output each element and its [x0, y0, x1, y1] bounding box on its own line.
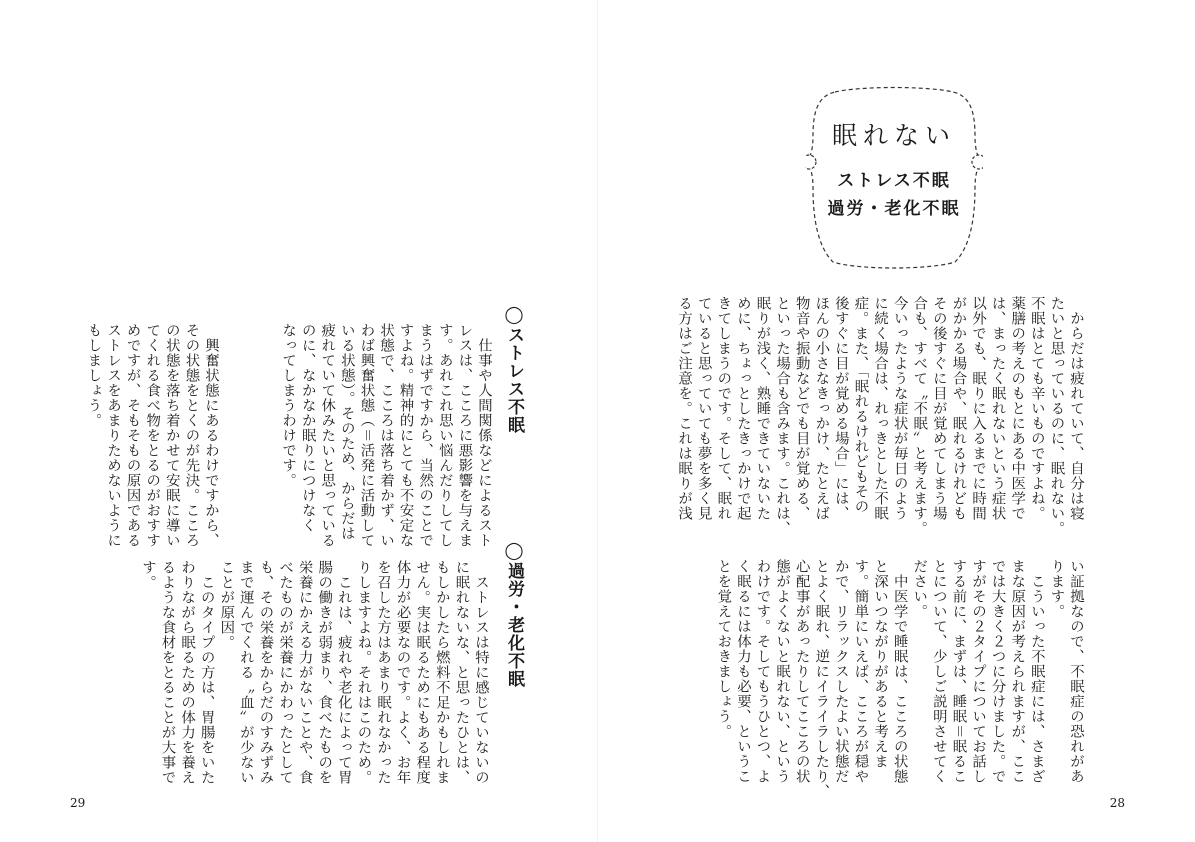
intro-lower-line: とを覚えておきましょう。 — [715, 559, 732, 739]
fatigue-aging-insomnia-body — [137, 560, 490, 785]
intro-upper-line: ていると思っていても夢を多く見 — [695, 296, 712, 521]
intro-upper-line: 合も、すべて〝不眠〟と考えます。 — [911, 296, 928, 536]
chapter-subtitle-fatigue: 過労・老化不眠 — [827, 199, 961, 219]
intro-lower-line: とよく眠れ、逆にイライラしたり、 — [813, 559, 830, 799]
section-heading-fatigue-aging-insomnia: ◯過労・老化不眠 — [504, 541, 524, 688]
intro-lower-line: と深いつながりがあると考えま — [872, 559, 889, 769]
intro-upper-line: たいと思っているのに、眠れない。 — [1048, 296, 1065, 536]
intro-lower-line: まな原因が考えられますが、ここ — [1009, 559, 1026, 784]
intro-upper-line: る方はご注意を。これは眠りが浅 — [676, 296, 693, 521]
stress-insomnia-continuation — [83, 323, 220, 548]
intro-upper-line: めに、ちょっとしたきっかけで起 — [734, 296, 751, 521]
fatigue-aging-line: りしますよね。それはこのため。 — [355, 560, 372, 785]
fatigue-aging-line: ことが原因。 — [218, 560, 235, 650]
stress-insomnia-body — [277, 323, 493, 548]
stress-insomnia-line: のに、なかなか眠りにつけなく — [299, 323, 316, 533]
page-number-right: 28 — [1109, 796, 1125, 810]
intro-upper-line: 後すぐに目が覚める場合」には、 — [832, 296, 849, 521]
intro-lower-line: ださい。 — [911, 559, 928, 619]
intro-lower-line: こういった不眠症には、さまざ — [1028, 559, 1045, 784]
page-number-left: 29 — [70, 796, 86, 810]
intro-lower-line: すがその２タイプについてお話し — [970, 559, 987, 784]
intro-upper-line: 以外でも、眠りに入るまでに時間 — [970, 296, 987, 521]
stress-insomnia-line: 仕事や人間関係などによるスト — [476, 323, 492, 548]
fatigue-aging-line: もしかしたら燃料不足かもしれま — [433, 560, 450, 785]
intro-upper-line: 今いったような症状が毎日のよう — [891, 296, 908, 521]
intro-lower-line: わけです。そしてもうひとつ、よ — [754, 559, 771, 784]
fatigue-aging-line: べたものが栄養にかわったとして — [277, 560, 294, 785]
fatigue-aging-line: このタイプの方は、胃腸をいた — [198, 560, 215, 785]
chapter-title: 眠れない — [831, 121, 956, 150]
fatigue-aging-line: を召した方はあまり眠れなかった — [375, 560, 392, 785]
stress-insomnia-line: 疲れていて休みたいと思っている — [319, 323, 336, 548]
stress-insomnia-cont-line: その状態をとくのが先決。こころ — [183, 323, 200, 548]
intro-lower-line: 態がよくないと眠れない、という — [774, 559, 791, 784]
right-page — [598, 0, 1195, 842]
stress-insomnia-line: す。あれこれ思い悩んだりしてし — [436, 323, 453, 548]
section-heading-stress-insomnia: ◯ストレス不眠 — [504, 305, 524, 434]
intro-upper-line: 薬膳の考えのもとにある中医学で — [1009, 296, 1026, 521]
intro-upper-line: 眠りが浅く、熟睡できていないた — [754, 296, 771, 521]
fatigue-aging-line: 体力が必要なのです。よく、お年 — [394, 560, 411, 785]
fatigue-aging-line: これは、疲れや老化によって胃 — [335, 560, 352, 785]
intro-lower-line: では大きく２つに分けました。で — [989, 559, 1006, 784]
intro-lower-line: 心配事があったりしてこころの状 — [793, 559, 810, 784]
stress-insomnia-cont-line: ストレスをあまりためないように — [105, 323, 122, 548]
fatigue-aging-line: まで運んでくれる〝血〟が少ない — [237, 560, 254, 785]
stress-insomnia-line: レスは、こころに悪影響を与えま — [456, 323, 473, 548]
intro-lower-line: 中医学で睡眠は、こころの状態 — [891, 559, 908, 784]
stress-insomnia-cont-line: てくれる食べ物をとるのがおすす — [144, 323, 161, 548]
fatigue-aging-line: す。 — [139, 560, 156, 590]
fatigue-aging-line: 栄養にかえる力がないことや、食 — [296, 560, 313, 785]
intro-upper-line: に続く場合は、れっきとした不眠 — [872, 296, 889, 521]
intro-upper-line: その後すぐに目が覚めてしまう場 — [930, 296, 947, 521]
chapter-subtitle-stress: ストレス不眠 — [837, 171, 951, 191]
intro-lower-line: する前に、まずは、睡眠＝眠るこ — [950, 559, 967, 784]
stress-insomnia-line: すよね。精神的にとても不安定な — [397, 323, 414, 548]
intro-upper-line: 症。また、「眠れるけれどもその — [852, 296, 869, 514]
intro-lower-text-block — [713, 559, 1085, 799]
intro-lower-line: ります。 — [1048, 559, 1065, 619]
intro-lower-line: い証拠なので、不眠症の恐れがあ — [1068, 559, 1084, 784]
intro-upper-line: 物音や振動などでも目が覚める、 — [793, 296, 810, 521]
intro-upper-line: ほんの小さなきっかけ、たとえば — [813, 296, 830, 521]
intro-upper-line: きてしまうのです。そして、眠れ — [715, 296, 732, 521]
intro-upper-line: は、まったく眠れないという症状 — [989, 296, 1006, 521]
intro-upper-line: 不眠はとても辛いものですよね。 — [1028, 296, 1045, 521]
stress-insomnia-line: 状態で、こころは落ち着かず、い — [378, 323, 395, 548]
intro-lower-line: かで、リラックスしたよい状態だ — [832, 559, 849, 784]
fatigue-aging-line: に眠れないな、と思ったひとは、 — [453, 560, 470, 785]
stress-insomnia-line: なってしまうわけです。 — [280, 323, 297, 488]
fatigue-aging-line: るような食材をとることが大事で — [159, 560, 176, 785]
intro-upper-text-block — [674, 296, 1085, 536]
intro-upper-line: がかかる場合や、眠れるけれども — [950, 296, 967, 521]
intro-lower-line: す。簡単にいえば、こころが穏や — [852, 559, 869, 784]
stress-insomnia-line: いる状態）。そのため、からだは — [338, 323, 355, 541]
stress-insomnia-cont-line: もしましょう。 — [85, 323, 102, 428]
stress-insomnia-line: わば興奮状態（＝活発に活動して — [358, 323, 375, 548]
stress-insomnia-cont-line: 興奮状態にあるわけですから、 — [203, 323, 219, 548]
stress-insomnia-cont-line: めですが、そもそもの原因である — [124, 323, 141, 548]
intro-lower-line: とについて、少しご説明させてく — [930, 559, 947, 784]
fatigue-aging-line: も、その栄養をからだのすみずみ — [257, 560, 274, 785]
stress-insomnia-line: まうはずですから、当然のことで — [417, 323, 434, 548]
chapter-title-frame — [805, 86, 983, 272]
intro-upper-line: からだは疲れていて、自分は寝 — [1068, 296, 1084, 521]
fatigue-aging-line: せん。実は眠るためにもある程度 — [414, 560, 431, 785]
fatigue-aging-line: ストレスは特に感じていないの — [473, 560, 489, 785]
fatigue-aging-line: 腸の働きが弱まり、食べたものを — [316, 560, 333, 785]
fatigue-aging-line: わりながら眠るための体力を養え — [179, 560, 196, 785]
stress-insomnia-cont-line: の状態を落ち着かせて安眠に導い — [163, 323, 180, 548]
intro-lower-line: く眠るには体力も必要、というこ — [734, 559, 751, 784]
left-page — [0, 0, 597, 842]
intro-upper-line: といった場合も含みます。これは、 — [774, 296, 791, 536]
